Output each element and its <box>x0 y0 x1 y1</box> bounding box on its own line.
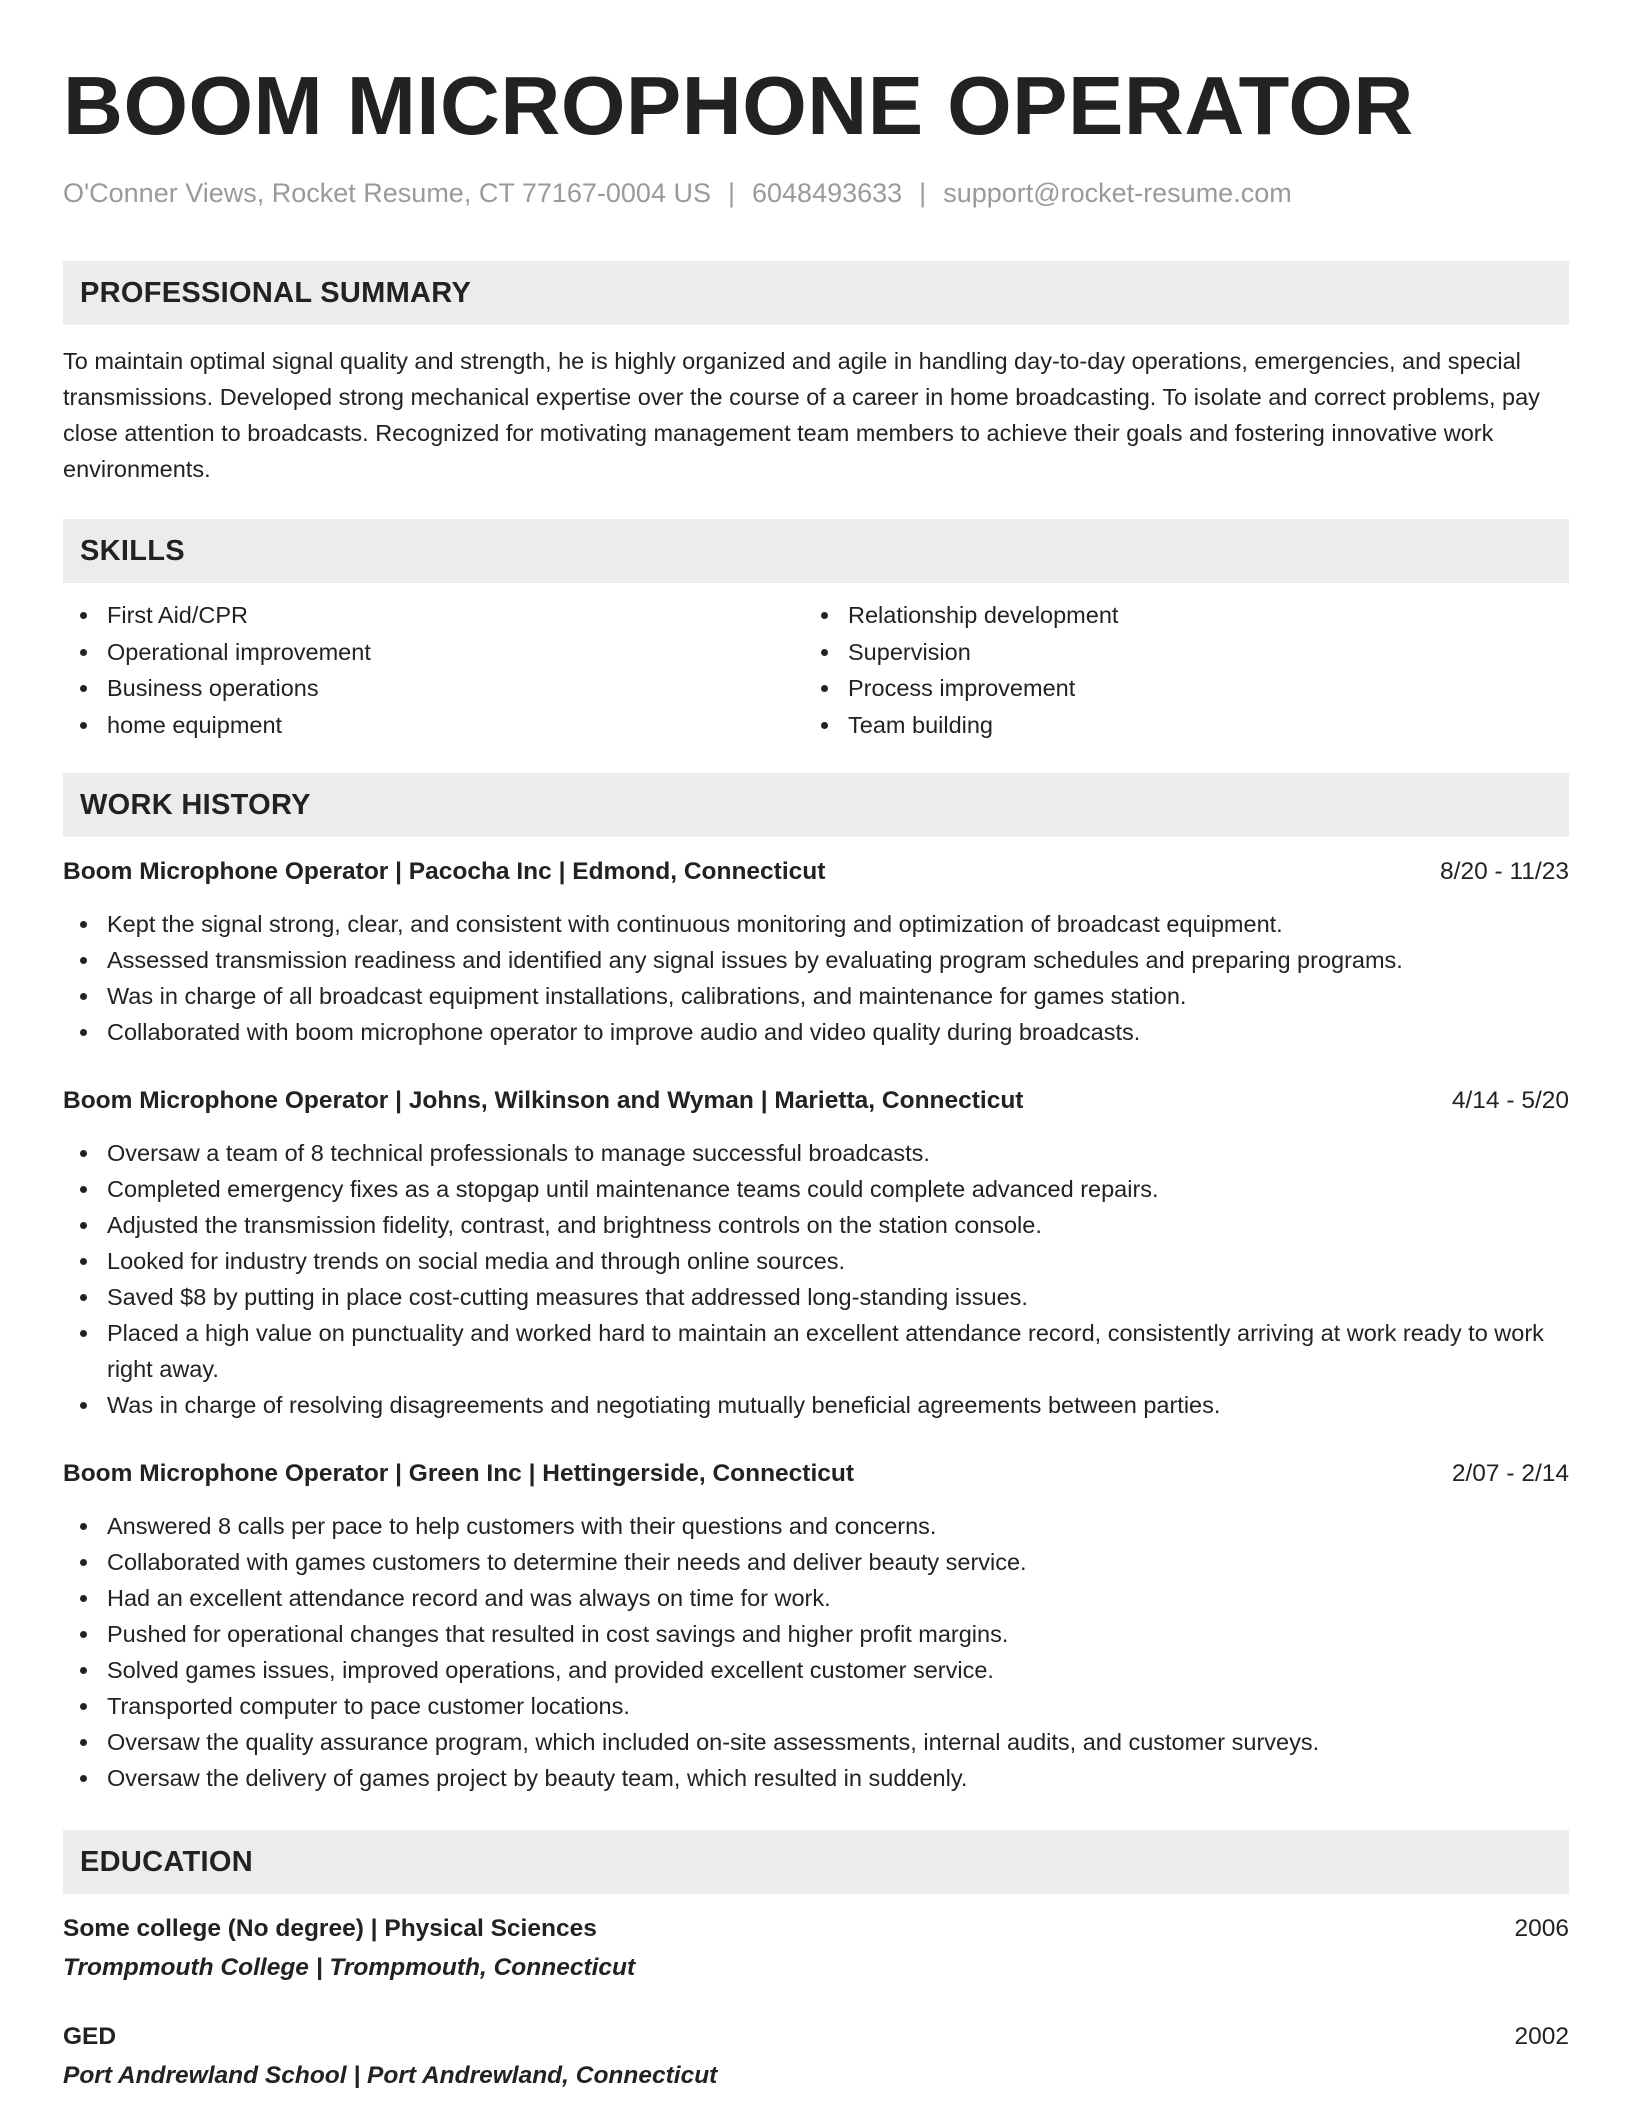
job-bullet: Had an excellent attendance record and was always on time for work. <box>63 1580 1569 1616</box>
job-bullet: Collaborated with games customers to determine their needs and deliver beauty service. <box>63 1544 1569 1580</box>
section-header-education: EDUCATION <box>63 1830 1569 1894</box>
candidate-name: BOOM MICROPHONE OPERATOR <box>63 59 1414 152</box>
skill-item: First Aid/CPR <box>63 597 804 634</box>
skill-item: Process improvement <box>804 670 1545 707</box>
job-bullet: Collaborated with boom microphone operator to improve audio and video quality during broadcasts. <box>63 1014 1569 1050</box>
job-bullet: Pushed for operational changes that resulted in cost savings and higher profit margins. <box>63 1616 1569 1652</box>
contact-separator: | <box>919 178 927 208</box>
job-bullet: Transported computer to pace customer locations. <box>63 1688 1569 1724</box>
job-bullet: Saved $8 by putting in place cost-cutting measures that addressed long-standing issues. <box>63 1279 1569 1315</box>
job-title: Boom Microphone Operator | Pacocha Inc | Edmond, Connecticut <box>63 858 826 885</box>
job-bullet: Looked for industry trends on social media and through online sources. <box>63 1243 1569 1279</box>
education-degree: GED <box>63 2023 117 2050</box>
section-header-skills: SKILLS <box>63 519 1569 583</box>
education-header <box>63 1912 1569 1946</box>
job-title: Boom Microphone Operator | Johns, Wilkinson and Wyman | Marietta, Connecticut <box>63 1087 1024 1114</box>
skills-list <box>63 597 1569 743</box>
education-school: Trompmouth College | Trompmouth, Connecticut <box>63 1954 636 1981</box>
education-header <box>63 2020 1569 2054</box>
job-dates: 4/14 - 5/20 <box>1451 1087 1569 1114</box>
job-bullet: Adjusted the transmission fidelity, contrast, and brightness controls on the station console. <box>63 1207 1569 1243</box>
skills-column-left <box>63 597 804 743</box>
education-degree: Some college (No degree) | Physical Sciences <box>63 1915 597 1942</box>
summary-text: To maintain optimal signal quality and strength, he is highly organized and agile in handling day-to-day operations, emergencies, and special transmissions. Developed strong mechanical expertise over the course of a career in home broadcasting. To isolate and correct problems, pay close attention to broadcasts. Recognized for motivating management team members to achieve their goals and fostering innovative work environments. <box>63 348 1540 482</box>
job-bullet: Completed emergency fixes as a stopgap until maintenance teams could complete advanced repairs. <box>63 1171 1569 1207</box>
education-entry <box>63 1912 1569 1986</box>
education-year: 2002 <box>1514 2023 1569 2050</box>
job-header <box>63 855 1569 889</box>
skills-column-right <box>804 597 1545 743</box>
job-bullet: Was in charge of all broadcast equipment installations, calibrations, and maintenance for games station. <box>63 978 1569 1014</box>
job-dates: 8/20 - 11/23 <box>1440 858 1569 885</box>
section-header-summary: PROFESSIONAL SUMMARY <box>63 261 1569 325</box>
job-dates: 2/07 - 2/14 <box>1451 1460 1569 1487</box>
skill-item: Relationship development <box>804 597 1545 634</box>
contact-separator: | <box>727 178 735 208</box>
contact-address: O'Conner Views, Rocket Resume, CT 77167-0004 US <box>63 178 711 208</box>
skill-item: Team building <box>804 707 1545 744</box>
job-bullets <box>63 1135 1569 1423</box>
job-title: Boom Microphone Operator | Green Inc | Hettingerside, Connecticut <box>63 1460 854 1487</box>
contact-line <box>63 176 1569 210</box>
section-header-work-history: WORK HISTORY <box>63 773 1569 837</box>
job-bullet: Oversaw the quality assurance program, which included on-site assessments, internal audits, and customer surveys. <box>63 1724 1569 1760</box>
job-bullets <box>63 906 1569 1050</box>
skill-item: home equipment <box>63 707 804 744</box>
job-bullets <box>63 1508 1569 1796</box>
job-entry <box>63 855 1569 1050</box>
job-bullet: Was in charge of resolving disagreements and negotiating mutually beneficial agreements between parties. <box>63 1387 1569 1423</box>
job-bullet: Oversaw the delivery of games project by beauty team, which resulted in suddenly. <box>63 1760 1569 1796</box>
job-header <box>63 1457 1569 1491</box>
contact-phone: 6048493633 <box>752 178 903 208</box>
contact-email: support@rocket-resume.com <box>943 178 1292 208</box>
job-header <box>63 1084 1569 1118</box>
education-entry <box>63 2020 1569 2094</box>
job-bullet: Kept the signal strong, clear, and consistent with continuous monitoring and optimization of broadcast equipment. <box>63 906 1569 942</box>
job-bullet: Solved games issues, improved operations, and provided excellent customer service. <box>63 1652 1569 1688</box>
skill-item: Operational improvement <box>63 634 804 671</box>
job-bullet: Assessed transmission readiness and identified any signal issues by evaluating program schedules and preparing programs. <box>63 942 1569 978</box>
job-bullet: Placed a high value on punctuality and worked hard to maintain an excellent attendance record, consistently arriving at work ready to work right away. <box>63 1315 1569 1387</box>
education-year: 2006 <box>1514 1915 1569 1942</box>
skill-item: Business operations <box>63 670 804 707</box>
job-bullet: Answered 8 calls per pace to help customers with their questions and concerns. <box>63 1508 1569 1544</box>
skill-item: Supervision <box>804 634 1545 671</box>
education-school: Port Andrewland School | Port Andrewland, Connecticut <box>63 2062 718 2089</box>
job-bullet: Oversaw a team of 8 technical professionals to manage successful broadcasts. <box>63 1135 1569 1171</box>
job-entry <box>63 1084 1569 1423</box>
job-entry <box>63 1457 1569 1796</box>
